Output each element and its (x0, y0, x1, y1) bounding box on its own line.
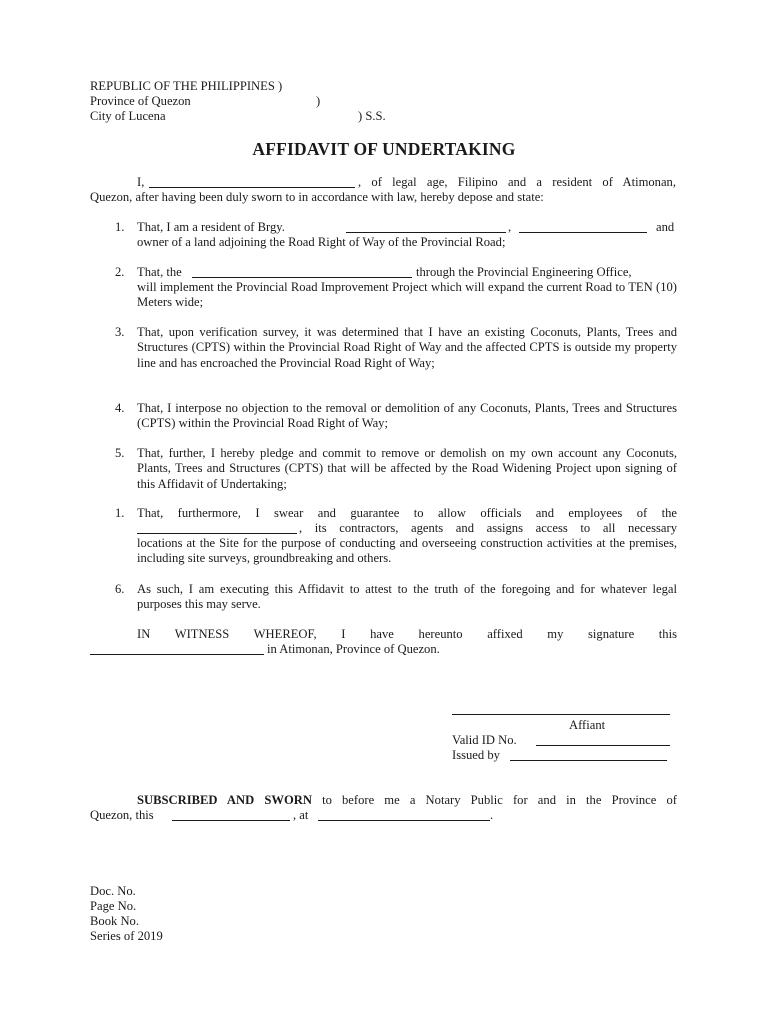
intro-line2: Quezon, after having been duly sworn to in accordance with law, hereby depose and state: (90, 190, 544, 204)
valid-id-label: Valid ID No. (452, 733, 517, 747)
jurat-line2-b: , at (293, 808, 309, 822)
witness-line1: IN WITNESS WHEREOF, I have hereunto affixed my signature this (137, 627, 677, 641)
valid-id-blank (536, 745, 670, 746)
item-1-text-d: owner of a land adjoining the Road Right of Way of the Provincial Road; (137, 235, 506, 249)
item-number: 6. (115, 582, 125, 596)
item-2-text-c: will implement the Provincial Road Improvement Project which will expand the current Road to TEN (10) Meters wide; (137, 280, 677, 310)
jurat-line1 (137, 793, 677, 808)
witness-line2-rest: in Atimonan, Province of Quezon. (267, 642, 440, 656)
issued-by-blank (510, 760, 667, 761)
item-number: 1. (115, 220, 125, 234)
item-1-barangay-blank (346, 232, 506, 233)
item-1-text-b: , (508, 220, 512, 234)
caption-province-paren: ) (316, 94, 321, 108)
series: Series of 2019 (90, 929, 163, 943)
book-no: Book No. (90, 914, 139, 928)
item-6-office-blank (137, 533, 297, 534)
item-number: 4. (115, 401, 125, 415)
item-1-text-c: and (656, 220, 675, 234)
caption-republic: REPUBLIC OF THE PHILIPPINES ) (90, 79, 283, 93)
caption-city: City of Lucena (90, 109, 166, 123)
intro-line1-rest: , of legal age, Filipino and a resident of Atimonan, (358, 175, 676, 189)
item-7-text: As such, I am executing this Affidavit to attest to the truth of the foregoing and for whatever legal purposes this may serve. (137, 582, 677, 612)
caption-province: Province of Quezon (90, 94, 191, 108)
jurat-place-blank (318, 820, 490, 821)
item-number: 2. (115, 265, 125, 279)
item-2-agency-blank (192, 277, 412, 278)
item-number: 3. (115, 325, 125, 339)
page-no: Page No. (90, 899, 137, 913)
jurat-line2-c: . (490, 808, 494, 822)
item-1-text-a: That, I am a resident of Brgy. (137, 220, 285, 234)
affiant-label: Affiant (569, 718, 606, 732)
item-4-text: That, I interpose no objection to the removal or demolition of any Coconuts, Plants, Trees and Structures (CPTS) within the Provincial Road Right of Way; (137, 401, 677, 431)
item-5-text: That, further, I hereby pledge and commit to remove or demolish on my own account any Coconuts, Plants, Trees and Structures (CPTS) that will be affected by the Road Widening Project upon signing of this Affidavit of Undertaking; (137, 446, 677, 491)
jurat-line2-a: Quezon, this (90, 808, 154, 822)
issued-by-label: Issued by (452, 748, 500, 762)
item-6-text-a: That, furthermore, I swear and guarantee to allow officials and employees of the (137, 506, 677, 520)
affiant-signature-line (452, 714, 670, 715)
jurat-rest: to before me a Notary Public for and in the Province of (311, 793, 677, 807)
item-6-text-b: , its contractors, agents and assigns access to all necessary (299, 521, 677, 535)
item-2-text-a: That, the (137, 265, 182, 279)
item-2-text-b: through the Provincial Engineering Office, (416, 265, 632, 279)
caption-ss: ) S.S. (358, 109, 386, 123)
jurat-date-blank (172, 820, 290, 821)
intro-name-blank (149, 187, 355, 188)
doc-no: Doc. No. (90, 884, 136, 898)
item-3-text: That, upon verification survey, it was determined that I have an existing Coconuts, Plants, Trees and Structures (CPTS) within the Provincial Road Right of Way and the affected CPTS is outside my property line and has encroached the Provincial Road Right of Way; (137, 325, 677, 370)
jurat-bold: SUBSCRIBED AND SWORN (137, 793, 312, 807)
item-6-text-c: locations at the Site for the purpose of conducting and overseeing construction activities at the premises, including site surveys, groundbreaking and others. (137, 536, 677, 566)
witness-date-blank (90, 654, 264, 655)
item-1-municipality-blank (519, 232, 647, 233)
intro-i: I, (137, 175, 145, 189)
item-number: 5. (115, 446, 125, 460)
item-number: 1. (115, 506, 125, 520)
document-title: AFFIDAVIT OF UNDERTAKING (252, 139, 516, 159)
